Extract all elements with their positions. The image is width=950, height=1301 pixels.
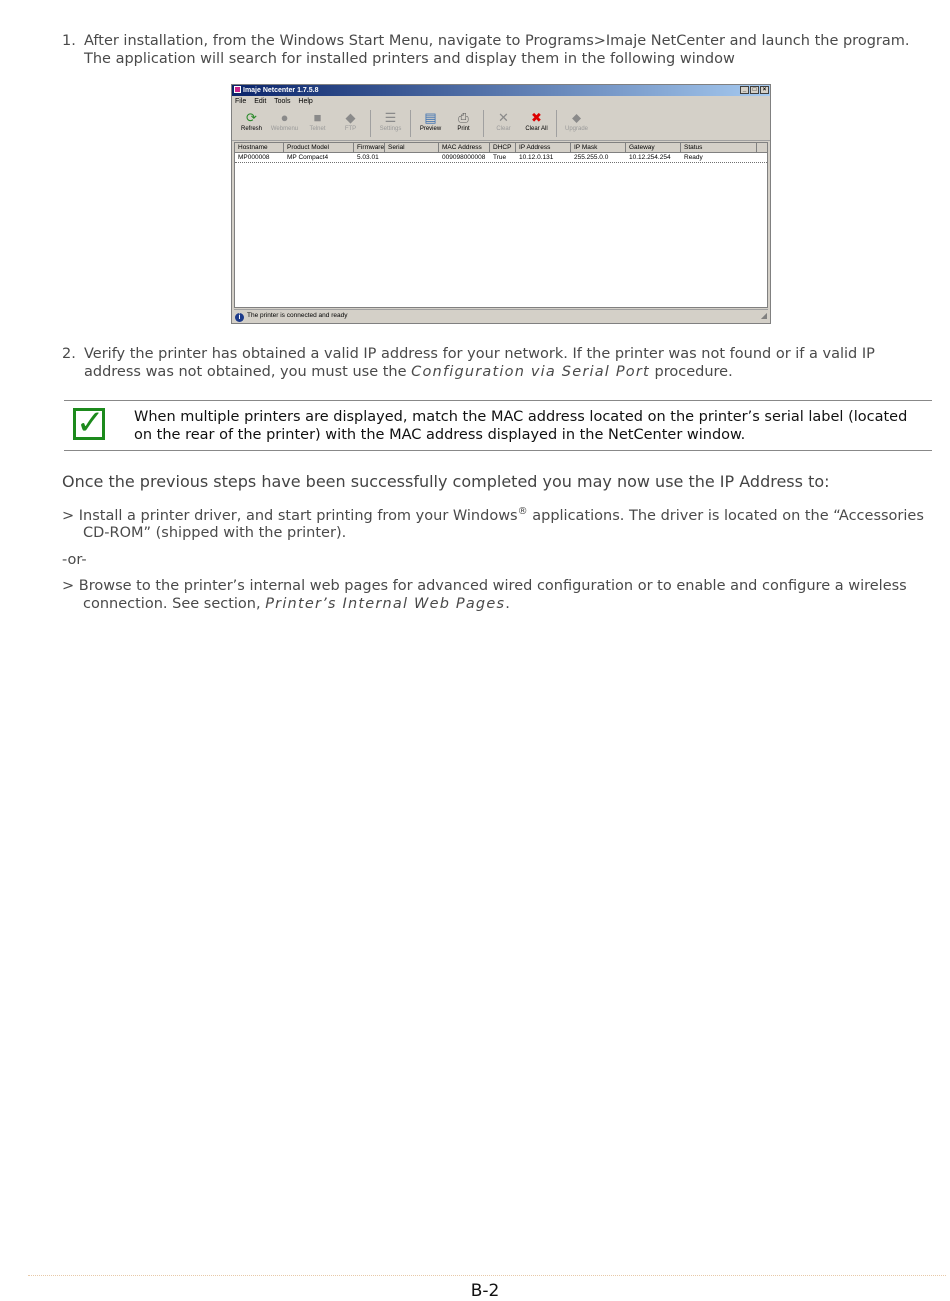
list-header (235, 143, 767, 153)
settings-icon: ☰ (384, 110, 397, 125)
column-header[interactable]: IP Address (516, 143, 571, 152)
preview-icon: ▤ (424, 110, 437, 125)
preview-button[interactable]: ▤ Preview (414, 107, 447, 140)
cell-gateway: 10.12.254.254 (629, 154, 671, 161)
step-1-line-2: The application will search for installed printers and display them in the following window (84, 50, 735, 67)
cell-serial (385, 153, 439, 162)
bullet-2-text-end: . (505, 595, 510, 612)
serial-port-reference[interactable]: Configuration via Serial Port (411, 363, 650, 380)
close-icon[interactable]: × (760, 86, 769, 94)
column-header[interactable]: Status (681, 143, 757, 152)
telnet-icon: ■ (313, 110, 322, 125)
column-header[interactable]: Hostname (235, 143, 284, 152)
page-number: B-2 (470, 1281, 500, 1301)
toolbar (232, 107, 770, 141)
step-number: 1. (62, 33, 76, 49)
footer-divider (28, 1275, 946, 1276)
upgrade-button[interactable]: ⬥ Upgrade (560, 107, 593, 140)
menu-help[interactable]: Help (298, 98, 313, 105)
step-2 (62, 346, 932, 381)
or-separator: -or- (62, 552, 87, 568)
toolbar-separator (556, 110, 557, 137)
menu-file[interactable]: File (235, 98, 247, 105)
bullet-browse-web-pages (62, 578, 932, 613)
window-titlebar (232, 85, 770, 96)
toolbar-separator (410, 110, 411, 137)
column-header[interactable]: Serial (385, 143, 439, 152)
status-text: The printer is connected and ready (247, 312, 348, 319)
clear-all-icon: ✖ (531, 110, 542, 125)
step-2-text-end: procedure. (649, 363, 733, 380)
minimize-icon[interactable]: _ (740, 86, 749, 94)
cell-status: Ready (684, 154, 703, 161)
menu-tools[interactable]: Tools (274, 98, 291, 105)
cell-hostname: MP000008 (238, 154, 270, 161)
step-1 (62, 33, 932, 68)
column-header[interactable]: IP Mask (571, 143, 626, 152)
cell-dhcp: True (493, 154, 507, 161)
refresh-button[interactable]: ⟳ Refresh (235, 107, 268, 140)
column-header[interactable]: Gateway (626, 143, 681, 152)
bullet-1-text: > Install a printer driver, and start printing from your Windows (62, 507, 518, 524)
checkmark-icon: ✓ (73, 408, 105, 440)
cell-ip-mask: 255.255.0.0 (574, 154, 609, 161)
web-icon: ● (280, 110, 289, 125)
section-lead: Once the previous steps have been successfully completed you may now use the IP Address to: (62, 472, 830, 491)
ftp-icon: ◆ (345, 110, 356, 125)
column-header[interactable]: MAC Address (439, 143, 490, 152)
registered-mark: ® (517, 506, 528, 517)
print-button[interactable]: ⎙ Print (447, 107, 480, 140)
step-2-text: Verify the printer has obtained a valid IP address for your network. If the printer was not found or if a valid IP address was not obtained, you must use the (84, 346, 875, 380)
webmenu-button[interactable]: ● Webmenu (268, 107, 301, 140)
status-bar (234, 309, 768, 322)
resize-grip-icon[interactable]: ◢ (760, 311, 767, 320)
bullet-2-text: > Browse to the printer’s internal web pages for advanced wired configuration or to enable and configure a wireless connection. See section, (62, 578, 907, 612)
cell-firmware: 5.03.01 (357, 154, 379, 161)
cell-ip-address: 10.12.0.131 (519, 154, 554, 161)
printer-list (234, 142, 768, 308)
info-icon: i (235, 313, 244, 322)
column-header[interactable]: Product Model (284, 143, 354, 152)
cell-product-model: MP Compact4 (287, 154, 329, 161)
toolbar-separator (483, 110, 484, 137)
step-number: 2. (62, 346, 76, 362)
cell-mac-address: 009098000008 (442, 154, 486, 161)
column-header[interactable]: DHCP (490, 143, 516, 152)
window-title: Imaje Netcenter 1.7.5.8 (243, 87, 319, 94)
refresh-icon: ⟳ (246, 110, 257, 125)
netcenter-window-screenshot (231, 84, 771, 324)
menu-edit[interactable]: Edit (254, 98, 267, 105)
print-icon: ⎙ (458, 110, 469, 125)
toolbar-separator (370, 110, 371, 137)
ftp-button[interactable]: ◆ FTP (334, 107, 367, 140)
clear-button[interactable]: ✕ Clear (487, 107, 520, 140)
column-header[interactable]: Firmware (354, 143, 385, 152)
table-row[interactable] (235, 153, 767, 163)
web-pages-reference[interactable]: Printer’s Internal Web Pages (265, 595, 506, 612)
bullet-1-text-end: applications. The driver is located on the “Accessories CD-ROM” (shipped with the printer). (83, 507, 924, 542)
telnet-button[interactable]: ■ Telnet (301, 107, 334, 140)
note-box (64, 400, 932, 451)
note-text: When multiple printers are displayed, match the MAC address located on the printer’s serial label (located on the rear of the printer) with the MAC address displayed in the NetCenter window. (134, 409, 908, 443)
menu-bar (232, 96, 770, 107)
app-icon (234, 86, 241, 93)
bullet-install-driver (62, 503, 932, 543)
clear-icon: ✕ (498, 110, 509, 125)
clear-all-button[interactable]: ✖ Clear All (520, 107, 553, 140)
step-1-line-1: After installation, from the Windows Start Menu, navigate to Programs>Imaje NetCenter and launch the program. (84, 33, 910, 49)
upgrade-icon: ⬥ (571, 110, 582, 125)
maximize-icon[interactable]: □ (750, 86, 759, 94)
settings-button[interactable]: ☰ Settings (374, 107, 407, 140)
